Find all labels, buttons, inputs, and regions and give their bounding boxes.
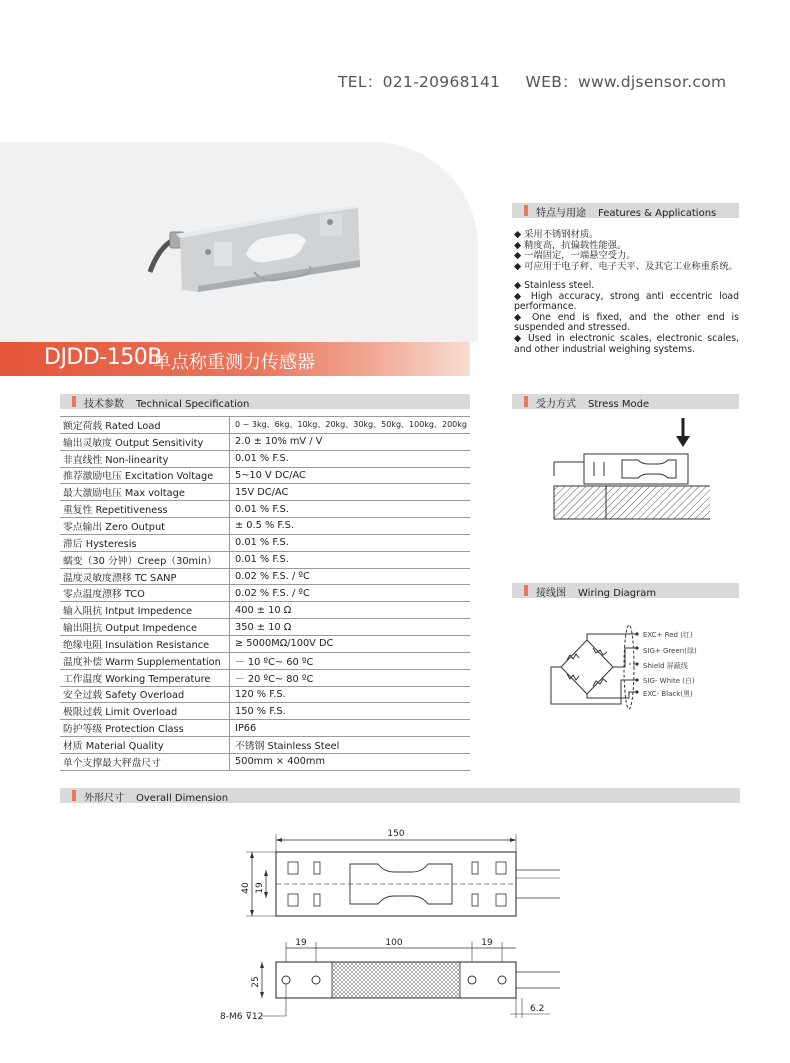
product-name: 单点称重测力传感器 <box>153 352 315 373</box>
spec-label: 材质 Material Quality <box>60 737 229 754</box>
features-en-list <box>514 281 739 355</box>
wire-dots <box>635 632 638 693</box>
stress-mode-diagram <box>550 416 710 522</box>
table-row <box>60 450 470 467</box>
spec-label: 零点输出 Zero Output <box>60 518 229 535</box>
spec-value: 0 ~ 3kg、6kg、10kg、20kg、30kg、50kg、100kg、200kg <box>229 417 470 434</box>
list-item: ◆ 精度高，抗偏载性能强。 <box>514 239 627 251</box>
list-item: ◆ Stainless steel. <box>514 280 595 291</box>
spec-value: 0.02 % F.S. / ºC <box>229 568 470 585</box>
spec-label: 额定荷载 Rated Load <box>60 417 229 434</box>
spec-value: 0.01 % F.S. <box>229 534 470 551</box>
wiring-diagram <box>545 622 740 714</box>
spec-value: 400 ± 10 Ω <box>229 602 470 619</box>
section-features <box>512 203 739 218</box>
spec-label: 滞后 Hysteresis <box>60 534 229 551</box>
section-wiring-cn: 接线图 <box>536 588 566 599</box>
spec-label: 重复性 Repetitiveness <box>60 501 229 518</box>
spec-label: 单个支撑最大秤盘尺寸 <box>60 753 229 770</box>
table-row <box>60 417 470 434</box>
spec-label: 输出阻抗 Output Impedence <box>60 619 229 636</box>
section-spec-en: Technical Specification <box>136 399 250 410</box>
section-stress-en: Stress Mode <box>588 399 650 410</box>
table-row <box>60 433 470 450</box>
section-stress-mode <box>512 394 739 409</box>
hero-panel <box>0 142 478 342</box>
spec-value: 150 % F.S. <box>229 703 470 720</box>
spec-label: 零点温度漂移 TCO <box>60 585 229 602</box>
tel-text: TEL：021-20968141 <box>338 73 501 91</box>
dim-length: 150 <box>387 829 405 839</box>
section-spec <box>60 394 470 409</box>
spec-label: 非直线性 Non-linearity <box>60 450 229 467</box>
list-item: ◆ 采用不锈钢材质。 <box>514 229 599 240</box>
spec-label: 绝缘电阻 Insulation Resistance <box>60 635 229 652</box>
spec-value: 不锈钢 Stainless Steel <box>229 737 470 754</box>
features-cn-list <box>514 230 740 272</box>
section-dimension <box>60 788 740 803</box>
wire-label: Shield 屏蔽线 <box>643 662 688 670</box>
table-row <box>60 619 470 636</box>
section-dim-en: Overall Dimension <box>136 793 229 804</box>
spec-value: 120 % F.S. <box>229 686 470 703</box>
spec-label: 极限过载 Limit Overload <box>60 703 229 720</box>
web-text: WEB：www.djsensor.com <box>525 73 727 91</box>
section-spec-cn: 技术参数 <box>84 399 124 410</box>
spec-label: 输出灵敏度 Output Sensitivity <box>60 433 229 450</box>
wire-label: EXC- Black(黑) <box>643 690 693 698</box>
spec-value: 0.02 % F.S. / ºC <box>229 585 470 602</box>
table-row <box>60 484 470 501</box>
spec-label: 工作温度 Working Temperature <box>60 669 229 686</box>
spec-value: 5~10 V DC/AC <box>229 467 470 484</box>
table-row <box>60 753 470 770</box>
header-contact <box>338 70 746 92</box>
dim-inner-width: 19 <box>255 882 265 894</box>
wire-label: SIG- White (白) <box>643 677 695 685</box>
spec-value: 0.01 % F.S. <box>229 450 470 467</box>
table-row <box>60 518 470 535</box>
product-model: DJDD-150B <box>44 345 162 370</box>
table-row <box>60 534 470 551</box>
spec-label: 最大激励电压 Max voltage <box>60 484 229 501</box>
spec-value: 350 ± 10 Ω <box>229 619 470 636</box>
table-row <box>60 669 470 686</box>
spec-label: 安全过载 Safety Overload <box>60 686 229 703</box>
spec-label: 推荐激励电压 Excitation Voltage <box>60 467 229 484</box>
product-title-bar <box>0 342 470 376</box>
list-item: ◆ One end is fixed, and the other end is suspended and stressed. <box>514 311 739 334</box>
table-row <box>60 635 470 652</box>
table-row <box>60 501 470 518</box>
table-row <box>60 652 470 669</box>
dim-hole-left: 19 <box>295 938 307 948</box>
spec-value: 500mm × 400mm <box>229 753 470 770</box>
wire-label: SIG+ Green(绿) <box>643 647 697 655</box>
dim-hole-right: 19 <box>481 938 493 948</box>
table-row <box>60 737 470 754</box>
spec-label: 防护等级 Protection Class <box>60 720 229 737</box>
spec-value: － 20 ºC~ 80 ºC <box>229 669 470 686</box>
spec-table <box>60 416 470 771</box>
spec-value: ± 0.5 % F.S. <box>229 518 470 535</box>
dim-thread: 8-M6 ⊽12 <box>220 1012 264 1022</box>
table-row <box>60 551 470 568</box>
table-row <box>60 602 470 619</box>
load-cell-photo <box>0 142 478 342</box>
dim-hole-span: 100 <box>385 938 403 948</box>
dim-height: 25 <box>251 976 261 988</box>
table-row <box>60 720 470 737</box>
table-row <box>60 703 470 720</box>
table-row <box>60 585 470 602</box>
list-item: ◆ 可应用于电子秤、电子天平、及其它工业称重系统。 <box>514 260 738 272</box>
spec-value: IP66 <box>229 720 470 737</box>
section-features-cn: 特点与用途 <box>536 208 586 219</box>
spec-value: 0.01 % F.S. <box>229 501 470 518</box>
list-item: ◆ 一端固定，一端悬空受力。 <box>514 250 636 262</box>
dim-offset: 6.2 <box>530 1004 545 1014</box>
spec-label: 蠕变（30 分钟）Creep（30min） <box>60 551 229 568</box>
spec-value: 15V DC/AC <box>229 484 470 501</box>
spec-label: 温度灵敏度漂移 TC SANP <box>60 568 229 585</box>
section-stress-cn: 受力方式 <box>536 399 576 410</box>
table-row <box>60 686 470 703</box>
list-item: ◆ Used in electronic scales, electronic scales, and other industrial weighing systems. <box>514 332 739 355</box>
table-row <box>60 568 470 585</box>
table-row <box>60 467 470 484</box>
section-dim-cn: 外形尺寸 <box>84 793 124 804</box>
spec-label: 输入阻抗 Intput Impedence <box>60 602 229 619</box>
spec-value: 0.01 % F.S. <box>229 551 470 568</box>
spec-value: 2.0 ± 10% mV / V <box>229 433 470 450</box>
section-wiring <box>512 583 739 598</box>
list-item: ◆ High accuracy, strong anti eccentric load performance. <box>514 290 739 313</box>
dim-width: 40 <box>241 882 251 894</box>
wire-label: EXC+ Red (红) <box>643 631 693 639</box>
spec-value: － 10 ºC~ 60 ºC <box>229 652 470 669</box>
section-wiring-en: Wiring Diagram <box>578 588 657 599</box>
dimension-drawing <box>210 822 580 1027</box>
section-features-en: Features & Applications <box>598 208 717 219</box>
spec-value: ≥ 5000MΩ/100V DC <box>229 635 470 652</box>
spec-label: 温度补偿 Warm Supplementation <box>60 652 229 669</box>
